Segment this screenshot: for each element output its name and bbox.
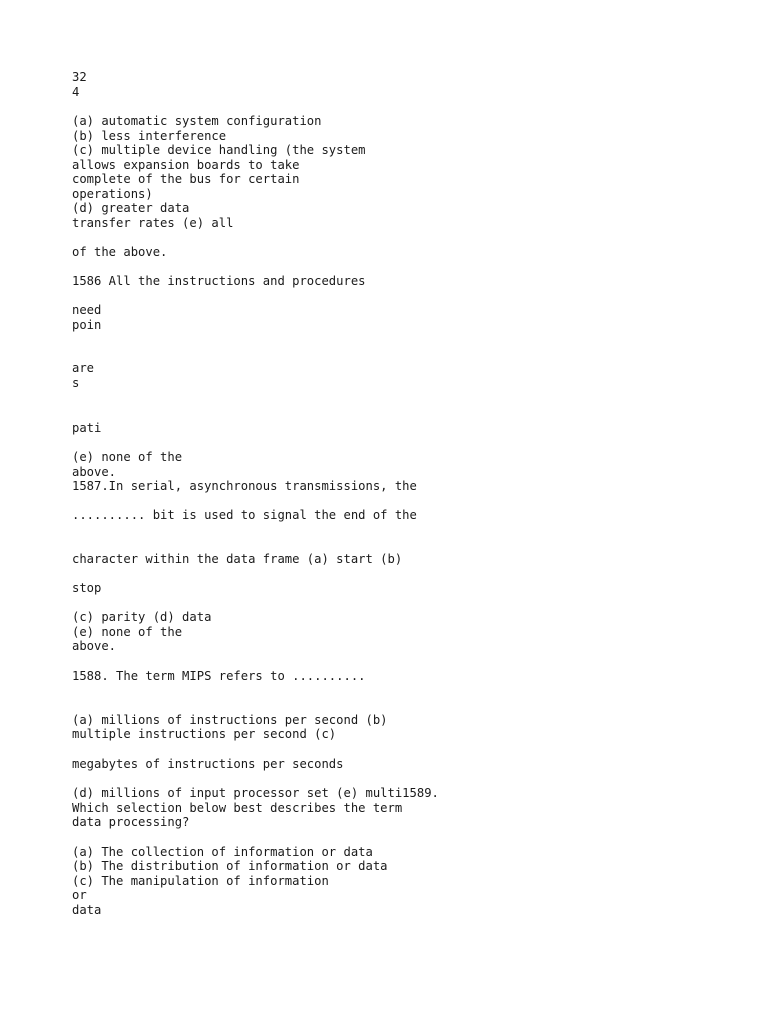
text-line: or [72, 888, 87, 902]
text-line: data processing? [72, 815, 190, 829]
text-line: allows expansion boards to take [72, 158, 300, 172]
text-line: are [72, 361, 95, 375]
text-line: (c) multiple device handling (the system [72, 143, 366, 157]
text-line: stop [72, 581, 102, 595]
text-line: (b) less interference [72, 129, 227, 143]
text-line: (a) automatic system configuration [72, 114, 322, 128]
text-line: poin [72, 318, 102, 332]
text-line: .......... bit is used to signal the end of the [72, 508, 417, 522]
text-line: operations) [72, 187, 153, 201]
text-line: (b) The distribution of information or data [72, 859, 388, 873]
text-line: of the above. [72, 245, 168, 259]
text-line: multiple instructions per second (c) [72, 727, 337, 741]
text-line: complete of the bus for certain [72, 172, 300, 186]
text-line: (d) greater data [72, 201, 190, 215]
text-line: need [72, 303, 102, 317]
text-line: (c) parity (d) data [72, 610, 212, 624]
text-line: data [72, 903, 102, 917]
text-line: 4 [72, 85, 80, 99]
text-line: (e) none of the [72, 625, 183, 639]
text-line: transfer rates (e) all [72, 216, 234, 230]
text-line: 32 [72, 70, 87, 84]
text-line: Which selection below best describes the term [72, 801, 403, 815]
text-line: 1587.In serial, asynchronous transmissions, the [72, 479, 417, 493]
text-line: above. [72, 639, 117, 653]
text-line: megabytes of instructions per seconds [72, 757, 344, 771]
text-line: (d) millions of input processor set (e) multi1589. [72, 786, 439, 800]
text-line: (a) The collection of information or data [72, 845, 373, 859]
text-line: character within the data frame (a) start (b) [72, 552, 403, 566]
text-line: s [72, 376, 80, 390]
text-line: 1586 All the instructions and procedures [72, 274, 366, 288]
text-line: pati [72, 421, 102, 435]
text-line: 1588. The term MIPS refers to .......... [72, 669, 366, 683]
text-line: (e) none of the [72, 450, 183, 464]
text-line: (c) The manipulation of information [72, 874, 329, 888]
text-line: above. [72, 465, 117, 479]
text-line: (a) millions of instructions per second (b) [72, 713, 388, 727]
